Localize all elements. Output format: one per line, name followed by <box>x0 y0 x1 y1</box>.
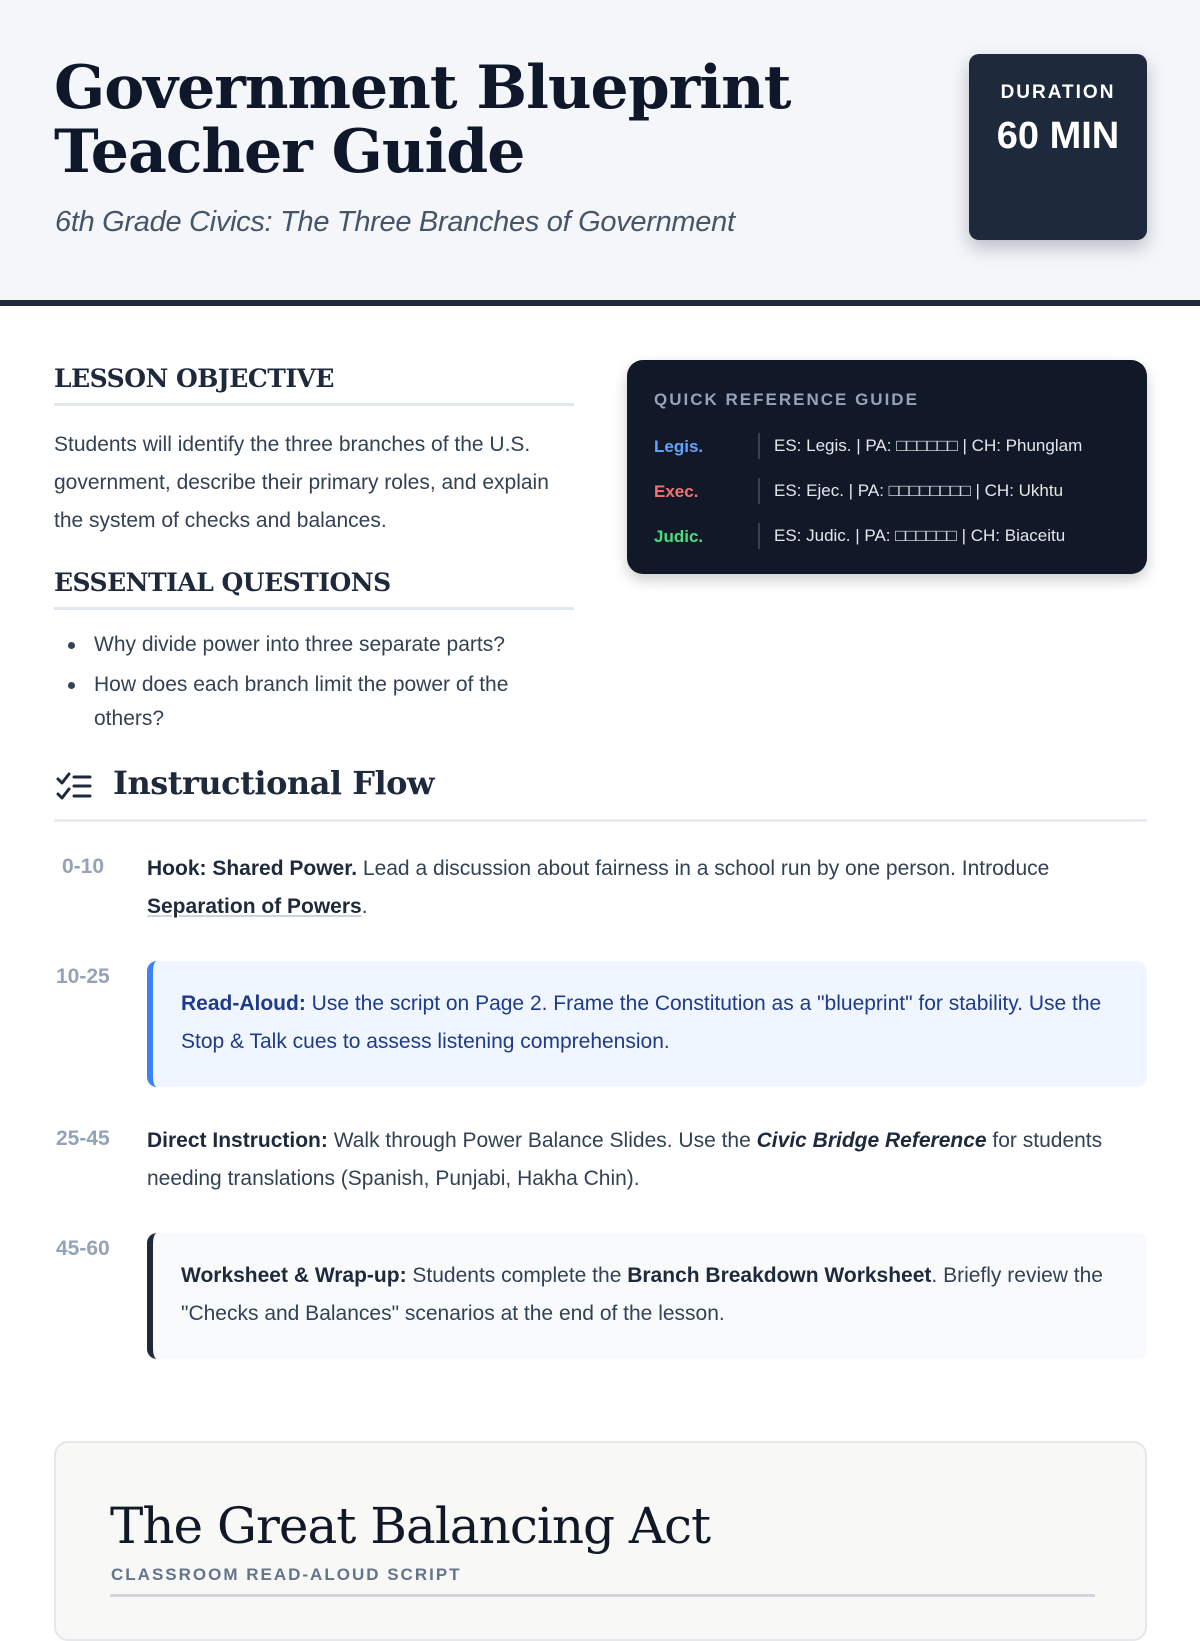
step-label: Read-Aloud: <box>181 992 306 1015</box>
flow-step-hook <box>147 850 1147 926</box>
script-divider <box>110 1594 1095 1597</box>
branch-key-legislative: Legis. <box>654 437 704 456</box>
essential-questions-heading: ESSENTIAL QUESTIONS <box>54 568 574 610</box>
step-text: Students complete the <box>406 1264 628 1287</box>
step-tail: . <box>361 895 368 918</box>
quick-reference-row-judicial <box>654 523 1124 553</box>
step-time: 0-10 <box>62 855 105 878</box>
quick-reference-row-legislative <box>654 433 1124 463</box>
quick-reference-card <box>627 360 1147 574</box>
page-subtitle: 6th Grade Civics: The Three Branches of Government <box>55 206 735 238</box>
flow-step-direct-instruction <box>147 1122 1147 1198</box>
branch-key-executive: Exec. <box>654 482 699 501</box>
question-item: Why divide power into three separate parts? <box>54 628 574 662</box>
step-term: Civic Bridge Reference <box>756 1129 987 1152</box>
page-title: Government Blueprint Teacher Guide <box>54 53 791 187</box>
step-time: 45-60 <box>56 1237 110 1260</box>
step-text: Lead a discussion about fairness in a school run by one person. Introduce <box>357 857 1050 880</box>
flow-step-read-aloud <box>147 961 1147 1087</box>
script-subtitle: CLASSROOM READ-ALOUD SCRIPT <box>111 1565 462 1584</box>
read-aloud-script-card <box>54 1441 1147 1641</box>
branch-key-judicial: Judic. <box>654 527 704 546</box>
branch-translations-legislative: ES: Legis. | PA: □□□□□□ | CH: Phunglam <box>774 436 1083 455</box>
branch-translations-judicial: ES: Judic. | PA: □□□□□□ | CH: Biaceitu <box>774 526 1066 545</box>
step-time: 10-25 <box>56 965 110 988</box>
step-label: Direct Instruction: <box>147 1129 328 1152</box>
instructional-flow-title: Instructional Flow <box>113 764 434 802</box>
page-header <box>0 0 1200 306</box>
instructional-flow-header <box>54 760 1147 822</box>
step-text: Walk through Power Balance Slides. Use the <box>327 1129 757 1152</box>
duration-label: DURATION <box>1000 82 1116 103</box>
row-divider <box>758 523 760 549</box>
quick-reference-row-executive <box>654 478 1124 508</box>
quick-reference-title: QUICK REFERENCE GUIDE <box>654 390 919 409</box>
question-item: How does each branch limit the power of the others? <box>54 668 574 736</box>
step-tail: for students needing translations (Spanish, Punjabi, Hakha Chin). <box>147 1129 1103 1190</box>
lesson-objective-heading: LESSON OBJECTIVE <box>54 364 574 406</box>
row-divider <box>758 433 760 459</box>
step-text: Use the script on Page 2. Frame the Constitution as a "blueprint" for stability. Use the Stop & Talk cues to assess listening comprehension. <box>181 992 1102 1053</box>
branch-translations-executive: ES: Ejec. | PA: □□□□□□□□ | CH: Ukhtu <box>774 481 1064 500</box>
script-title: The Great Balancing Act <box>110 1497 711 1555</box>
duration-badge <box>969 54 1147 240</box>
row-divider <box>758 478 760 504</box>
step-tail: . Briefly review the "Checks and Balances" scenarios at the end of the lesson. <box>181 1264 1103 1325</box>
step-label: Worksheet & Wrap-up: <box>181 1264 407 1287</box>
lesson-objective-text: Students will identify the three branches of the U.S. government, describe their primary roles, and explain the system of checks and balances. <box>54 433 549 532</box>
duration-value: 60 MIN <box>996 115 1120 157</box>
flow-step-worksheet <box>147 1233 1147 1359</box>
step-label: Hook: Shared Power. <box>147 857 358 880</box>
step-term: Branch Breakdown Worksheet <box>627 1264 932 1287</box>
essential-questions-list <box>54 628 574 742</box>
step-term: Separation of Powers <box>147 895 362 918</box>
step-time: 25-45 <box>56 1127 110 1150</box>
checklist-icon <box>56 772 92 802</box>
